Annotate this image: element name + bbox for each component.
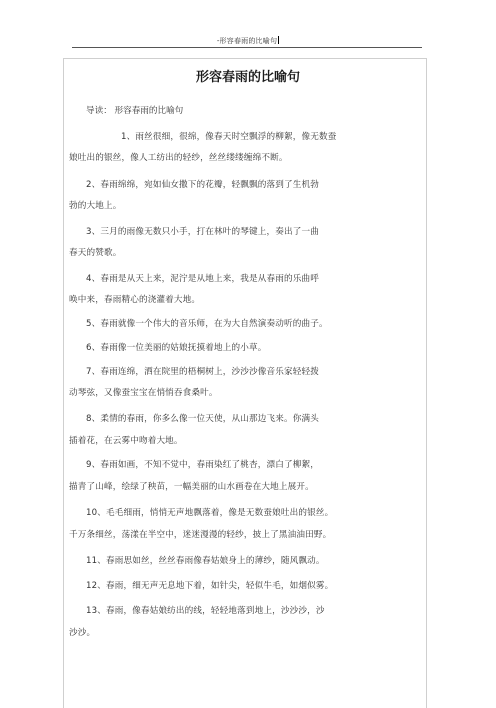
body-line: 插着花，在云雾中吻着大地。 (69, 436, 183, 446)
body-line: 唤中来，春雨精心的浇灌着大地。 (69, 295, 201, 305)
body-line: 千万条细丝，荡漾在半空中，迷迷漫漫的轻纱，披上了黑油油田野。 (69, 530, 332, 540)
body-line: 13、春雨，像春姑娘纺出的线，轻轻地落到地上，沙沙沙，沙 (86, 606, 325, 616)
body-line: 12、春雨，细无声无息地下着，如针尖，轻似牛毛，如烟似雾。 (86, 581, 334, 591)
body-line: 10、毛毛细雨，悄悄无声地飘落着，像是无数蚕娘吐出的银丝。 (86, 508, 334, 518)
document-title: 形容春雨的比喻句 (195, 70, 300, 85)
body-line: 8、柔情的春雨，你多么像一位天使，从山那边飞来。你满头 (86, 414, 319, 424)
text-cursor (278, 36, 279, 44)
body-line: 7、春雨连绵，洒在院里的梧桐树上，沙沙沙像音乐家轻轻拨 (86, 367, 319, 377)
body-line: 9、春雨如画，不知不觉中，春雨染红了桃杏，漂白了柳絮， (86, 460, 319, 470)
body-line: 3、三月的雨像无数只小手，打在林叶的琴键上，奏出了一曲 (86, 227, 319, 237)
body-line: 6、春雨像一位美丽的姑娘抚摸着地上的小草。 (86, 343, 267, 353)
page-header (0, 36, 496, 46)
intro-line: 导读： 形容春雨的比喻句 (86, 106, 184, 116)
body-line: 沙沙。 (69, 628, 96, 638)
body-line: 11、春雨思如丝，丝丝春雨像春姑娘身上的薄纱，随风飘动。 (86, 556, 325, 566)
body-line: 动琴弦，又像蚕宝宝在悄悄吞食桑叶。 (69, 388, 218, 398)
body-line: 描青了山峰，绘绿了秧苗，一幅美丽的山水画卷在大地上展开。 (69, 482, 314, 492)
body-line: 勃的大地上。 (69, 201, 122, 211)
body-line: 2、春雨绵绵，宛如仙女撒下的花瓣，轻飘飘的落到了生机勃 (86, 180, 319, 190)
header-rule (72, 47, 422, 48)
body-line: 1、雨丝很细，很绵，像春天时空飘浮的柳絮，像无数蚕 (121, 132, 337, 142)
body-line: 5、春雨就像一个伟大的音乐师，在为大自然演奏动听的曲子。 (86, 319, 328, 329)
body-line: 娘吐出的银丝，像人工纺出的轻纱，丝丝缕缕缠绵不断。 (69, 153, 288, 163)
header-text: -形容春雨的比喻句 (216, 37, 278, 45)
body-line: 4、春雨是从天上来，泥泞是从地上来，我是从春雨的乐曲呼 (86, 274, 319, 284)
body-line: 春天的赞歌。 (69, 248, 122, 258)
